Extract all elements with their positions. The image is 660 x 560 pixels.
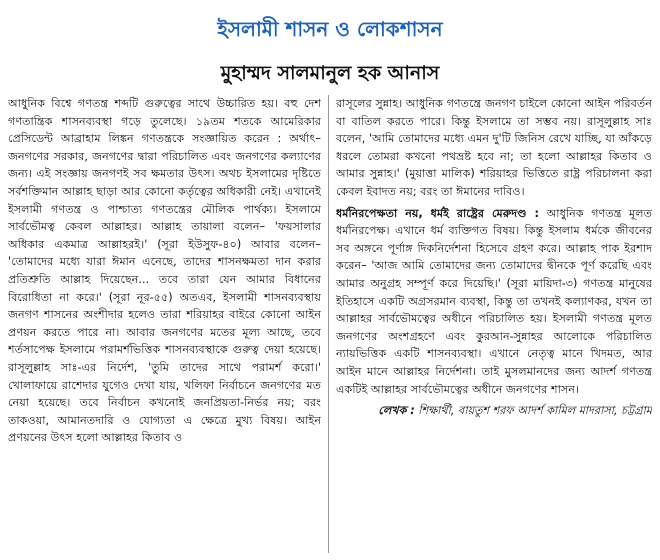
left-column-text: আধুনিক বিশ্বে গণতন্ত্র শব্দটি গুরুত্বের সাথে উচ্চারিত হয়। বহু দেশ গণতান্ত্রিক শাসনব্যবস্থা গড়ে তুলেছে। ১৯তম শতকে আমেরিকার প্রেসিডেন্ট আব্রাহাম লিঙ্কন গণতন্ত্রকে সংজ্ঞায়িত করেন : অর্থাৎ– জনগণের সরকার, জনগণের দ্বারা পরিচালিত এবং জনগণের কল্যাণের জন্য। এই সংজ্ঞায় জনগণই সব ক্ষমতার উৎস। অথচ ইসলামের দৃষ্টিতে সর্বশক্তিমান আল্লাহ ছাড়া আর কোনো কর্তৃত্বের অধিকারী নেই। এখানেই ইসলামী গণতন্ত্র ও পাশ্চাত্য গণতন্ত্রের মৌলিক পার্থক্য। ইসলামে সার্বভৌমত্ব কেবল আল্লাহর। আল্লাহ তায়ালা বলেন– 'ফয়সালার অধিকার একমাত্র আল্লাহরই।' (সূরা ইউসুফ-৪০) আবার বলেন– 'তোমাদের মধ্যে যারা ঈমান এনেছে, তাদের শাসনক্ষমতা দান করার প্রতিশ্রুতি আল্লাহ দিয়েছেন... তবে তারা যেন আমার বিধানের বিরোধিতা না করে।' (সূরা নূর-৫৫) অতএব, ইসলামী শাসনব্যবস্থায় জনগণ শাসনের অংশীদার হলেও তারা শরিয়াহর বাইরে কোনো আইন প্রণয়ন করতে পারে না। আবার জনগণের মতের মূল্য আছে, তবে শর্তসাপেক্ষ ইসলামে পরামর্শভিত্তিক শাসনব্যবস্থাকে গুরুত্ব দেয়া হয়েছে। রাসূলুল্লাহ সাঃ-এর নির্দেশ, 'তুমি তাদের সাথে পরামর্শ করো।' খোলাফায়ে রাশেদার যুগেও দেখা যায়, খলিফা নির্বাচনে জনগণের মত নেয়া হয়েছে। তবে নির্বাচন কখনোই জনপ্রিয়তা-নির্ভর নয়; বরং তাকওয়া, আমানতদারি ও যোগ্যতা এ ক্ষেত্রে মুখ্য বিষয়। আইন প্রণয়নের উৎস হলো আল্লাহর কিতাব ও: [8, 97, 321, 445]
article-right-column: [336, 95, 652, 555]
right-column-body: আধুনিক গণতন্ত্র মূলত ধর্মনিরপেক্ষ। এখানে ধর্ম ব্যক্তিগত বিষয়। কিন্তু ইসলাম ধর্মকে জীবনের সব অঙ্গনে পূর্ণাঙ্গ দিকনির্দেশনা হিসেবে গ্রহণ করে। আল্লাহ পাক ইরশাদ করেন– 'আজ আমি তোমাদের জন্য তোমাদের দ্বীনকে পূর্ণ করেছি এবং আমার অনুগ্রহ সম্পূর্ণ করে দিয়েছি।' (সূরা মায়িদা-৩) গণতন্ত্র মানুষের ইতিহাসে একটি অগ্রসরমান ব্যবস্থা, কিন্তু তা তখনই কল্যাণকর, যখন তা আল্লাহর সার্বভৌমত্বের অধীনে পরিচালিত হয়। ইসলামী গণতন্ত্র মূলত জনগণের অংশগ্রহণে এবং কুরআন-সুন্নাহর আলোকে পরিচালিত ন্যায়ভিত্তিক একটি শাসনব্যবস্থা। এখানে নেতৃত্ব মানে খিদমত, আর আইন মানে আল্লাহর নির্দেশনা। তাই মুসলমানদের জন্য আদর্শ গণতন্ত্র একটিই আল্লাহর সার্বভৌমত্বের অধীনে জনগণের শাসন।: [336, 206, 652, 396]
article-left-column: [8, 95, 321, 555]
author-details: শিক্ষার্থী, বায়তুশ শরফ আদর্শ কামিল মাদরাসা, চট্টগ্রাম: [418, 404, 652, 418]
column-divider: [328, 95, 329, 553]
section-subheading: ধর্মনিরপেক্ষতা নয়, ধর্মই রাষ্ট্রের মেরুদণ্ড :: [336, 206, 540, 220]
right-column-intro: রাসূলের সুন্নাহ। আধুনিক গণতন্ত্রে জনগণ চাইলে কোনো আইন পরিবর্তন বা বাতিল করতে পারে। কিন্তু ইসলামে তা সম্ভব নয়। রাসূলুল্লাহ সাঃ বলেন, 'আমি তোমাদের মধ্যে এমন দু'টি জিনিস রেখে যাচ্ছি, যা আঁকড়ে ধরলে তোমরা কখনো পথভ্রষ্ট হবে না; তা হলো আল্লাহর কিতাব ও আমার সুন্নাহ।' (মুয়াত্তা মালিক) শরিয়াহর ভিত্তিতে রাষ্ট্র পরিচালনা করা কেবল ইবাদত নয়; বরং তা ঈমানের দাবিও।: [336, 97, 652, 198]
article-headline: ইসলামী শাসন ও লোকশাসন: [217, 17, 443, 41]
article-byline: মুহাম্মদ সালমানুল হক আনাস: [220, 62, 440, 84]
author-credit: [336, 402, 652, 420]
author-label: লেখক :: [378, 404, 415, 418]
right-column-section: [336, 205, 652, 399]
